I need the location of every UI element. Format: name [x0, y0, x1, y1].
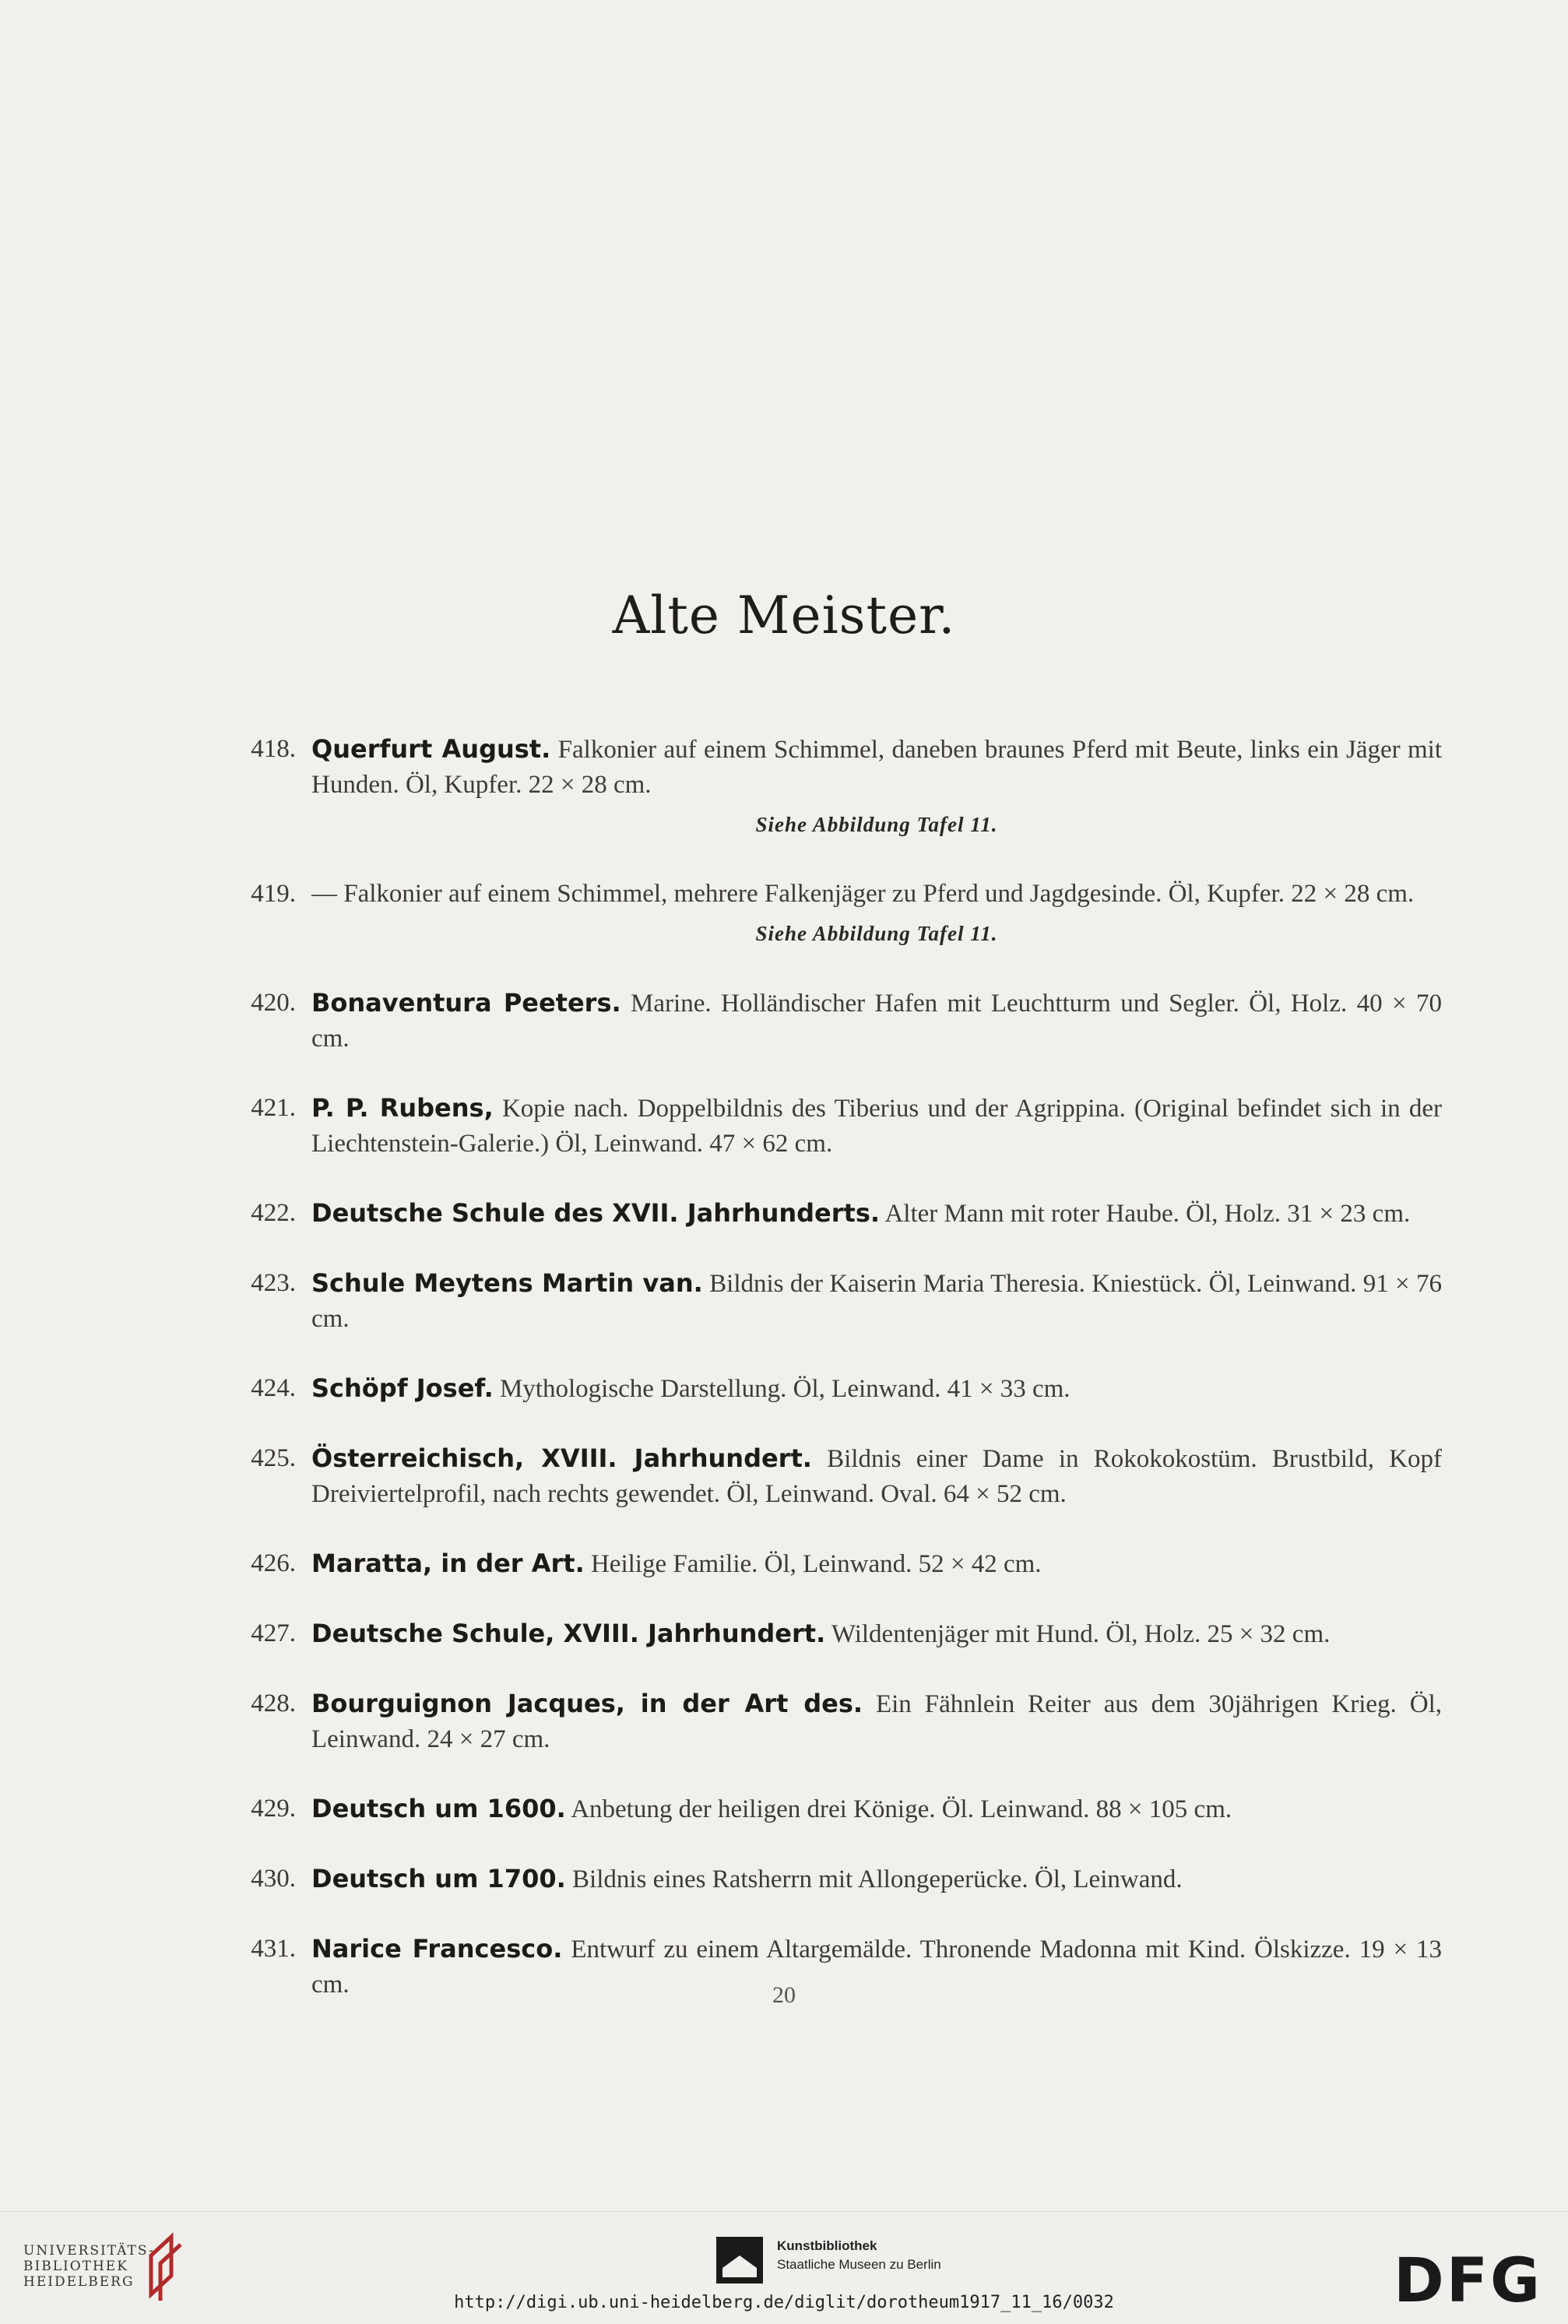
- entry-artist: Deutsche Schule des XVII. Jahrhunderts.: [311, 1198, 881, 1228]
- entry-description: Bildnis einer Dame in Rokokokostüm. Brustbild, Kopf Dreiviertelprofil, nach rechts gewendet. Öl, Leinwand. Oval. 64 × 52 cm.: [311, 1445, 1442, 1508]
- catalog-entries: [234, 732, 1442, 2037]
- entry-description: Falkonier auf einem Schimmel, daneben braunes Pferd mit Beute, links ein Jäger mit Hunden. Öl, Kupfer. 22 × 28 cm.: [311, 736, 1442, 799]
- entry-number: 430.: [251, 1865, 296, 1893]
- entry-description: Bildnis der Kaiserin Maria Theresia. Kniestück. Öl, Leinwand. 91 × 76 cm.: [311, 1270, 1443, 1333]
- entry-number: 424.: [251, 1374, 296, 1402]
- entry-number: 421.: [251, 1094, 296, 1122]
- entry-artist: Bonaventura Peeters.: [311, 988, 621, 1018]
- entry-artist: P. P. Rubens,: [311, 1093, 494, 1123]
- entry-description: Mythologische Darstellung. Öl, Leinwand. 41 × 33 cm.: [493, 1375, 1071, 1403]
- entry-description: — Falkonier auf einem Schimmel, mehrere Falkenjäger zu Pferd und Jagdgesinde. Öl, Kupfer. 22 × 28 cm.: [311, 880, 1415, 908]
- footer-bar: [0, 2211, 1568, 2324]
- entry-artist: Österreichisch, XVIII. Jahrhundert.: [311, 1443, 812, 1473]
- ub-line: HEIDELBERG: [23, 2274, 135, 2290]
- entry-artist: Deutsch um 1700.: [311, 1864, 566, 1893]
- entry-artist: Narice Francesco.: [311, 1934, 563, 1964]
- catalog-entry: [234, 1196, 1442, 1232]
- ub-logo-icon: [140, 2232, 187, 2302]
- entry-description: Alter Mann mit roter Haube. Öl, Holz. 31 × 23 cm.: [880, 1200, 1411, 1228]
- entry-description: Marine. Holländischer Hafen mit Leuchtturm und Segler. Öl, Holz. 40 × 70 cm.: [311, 990, 1442, 1053]
- page-number: 20: [772, 1982, 796, 2008]
- ub-heidelberg-label: [23, 2243, 155, 2290]
- dfg-logo: DFG: [1394, 2246, 1543, 2316]
- ub-line: UNIVERSITÄTS-: [23, 2243, 155, 2259]
- ub-line: BIBLIOTHEK: [23, 2259, 128, 2274]
- entry-note: Siehe Abbildung Tafel 11.: [755, 922, 998, 945]
- catalog-entry: [234, 1371, 1442, 1407]
- kunstbibliothek-logo-icon: [716, 2237, 763, 2284]
- source-url[interactable]: http://digi.ub.uni-heidelberg.de/diglit/dorotheum1917_11_16/0032: [454, 2293, 1114, 2312]
- entry-number: 425.: [251, 1444, 296, 1472]
- entry-number: 419.: [251, 880, 296, 908]
- catalog-entry: [234, 1862, 1442, 1897]
- entry-number: 426.: [251, 1549, 296, 1577]
- entry-description: Kopie nach. Doppelbildnis des Tiberius und der Agrippina. (Original befindet sich in der Liechtenstein-Galerie.) Öl, Leinwand. 47 × 62 cm.: [311, 1095, 1443, 1158]
- entry-description: Entwurf zu einem Altargemälde. Thronende Madonna mit Kind. Ölskizze. 19 × 13 cm.: [311, 1935, 1442, 1999]
- catalog-entry: [234, 986, 1442, 1057]
- entry-note: Siehe Abbildung Tafel 11.: [755, 813, 998, 836]
- kb-name: Kunstbibliothek: [777, 2238, 877, 2253]
- entry-artist: Bourguignon Jacques, in der Art des.: [311, 1689, 863, 1718]
- catalog-entry: [234, 1091, 1442, 1162]
- entry-description: Anbetung der heiligen drei Könige. Öl. Leinwand. 88 × 105 cm.: [565, 1795, 1232, 1823]
- catalog-entry: [234, 877, 1442, 951]
- entry-number: 431.: [251, 1935, 296, 1963]
- entry-number: 428.: [251, 1689, 296, 1718]
- page-title: Alte Meister.: [612, 585, 956, 645]
- catalog-entry: [234, 1546, 1442, 1582]
- entry-artist: Schule Meytens Martin van.: [311, 1268, 703, 1298]
- entry-number: 429.: [251, 1795, 296, 1823]
- entry-number: 422.: [251, 1199, 296, 1227]
- catalog-entry: [234, 732, 1442, 842]
- entry-number: 427.: [251, 1619, 296, 1647]
- entry-artist: Deutsche Schule, XVIII. Jahrhundert.: [311, 1619, 826, 1648]
- entry-number: 420.: [251, 989, 296, 1017]
- entry-description: Bildnis eines Ratsherrn mit Allongeperücke. Öl, Leinwand.: [565, 1865, 1183, 1893]
- catalog-entry: [234, 1441, 1442, 1512]
- catalog-entry: [234, 1791, 1442, 1827]
- entry-number: 418.: [251, 735, 296, 763]
- entry-description: Wildentenjäger mit Hund. Öl, Holz. 25 × 32 cm.: [825, 1620, 1331, 1648]
- entry-description: Heilige Familie. Öl, Leinwand. 52 × 42 cm.: [584, 1550, 1042, 1578]
- entry-artist: Maratta, in der Art.: [311, 1549, 585, 1578]
- entry-artist: Deutsch um 1600.: [311, 1794, 566, 1823]
- kb-subtitle: Staatliche Museen zu Berlin: [777, 2257, 941, 2272]
- catalog-entry: [234, 1686, 1442, 1757]
- entry-number: 423.: [251, 1269, 296, 1297]
- kunstbibliothek-label: [777, 2237, 941, 2274]
- entry-artist: Schöpf Josef.: [311, 1373, 494, 1403]
- catalog-entry: [234, 1616, 1442, 1652]
- catalog-entry: [234, 1266, 1442, 1337]
- entry-artist: Querfurt August.: [311, 734, 551, 764]
- entry-description: Ein Fähnlein Reiter aus dem 30jährigen Krieg. Öl, Leinwand. 24 × 27 cm.: [311, 1690, 1442, 1753]
